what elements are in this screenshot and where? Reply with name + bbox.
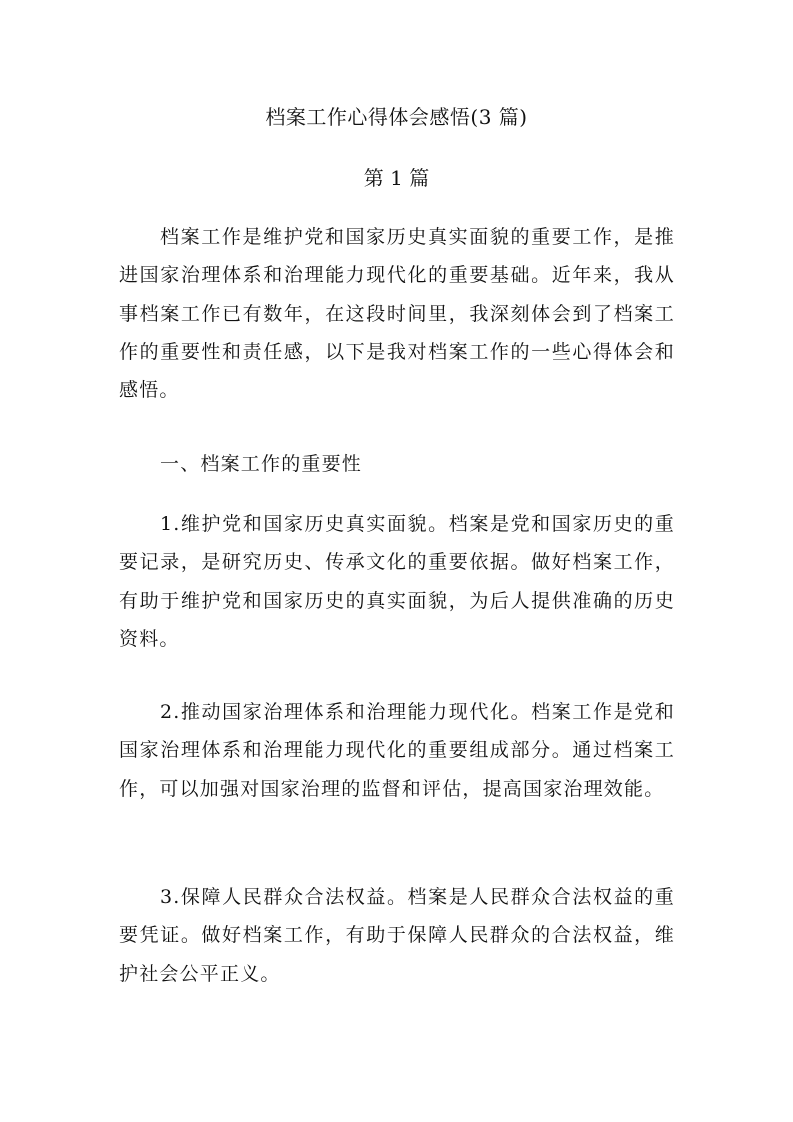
list-item: 2.推动国家治理体系和治理能力现代化。档案工作是党和国家治理体系和治理能力现代化的重要组成部分。通过档案工作，可以加强对国家治理的监督和评估，提高国家治理效能。: [119, 701, 675, 800]
section-heading: 一、档案工作的重要性: [160, 453, 363, 475]
document-title: 档案工作心得体会感悟(3 篇): [265, 105, 528, 129]
list-item: 3.保障人民群众合法权益。档案是人民群众合法权益的重要凭证。做好档案工作，有助于保障人民群众的合法权益，维护社会公平正义。: [119, 886, 675, 985]
list-item: 1.维护党和国家历史真实面貌。档案是党和国家历史的重要记录，是研究历史、传承文化的重要依据。做好档案工作，有助于维护党和国家历史的真实面貌，为后人提供准确的历史资料。: [119, 513, 675, 650]
chapter-heading: 第 1 篇: [363, 166, 430, 190]
intro-paragraph: 档案工作是维护党和国家历史真实面貌的重要工作，是推进国家治理体系和治理能力现代化的重要基础。近年来，我从事档案工作已有数年，在这段时间里，我深刻体会到了档案工作的重要性和责任感，以下是我对档案工作的一些心得体会和感悟。: [119, 226, 675, 402]
